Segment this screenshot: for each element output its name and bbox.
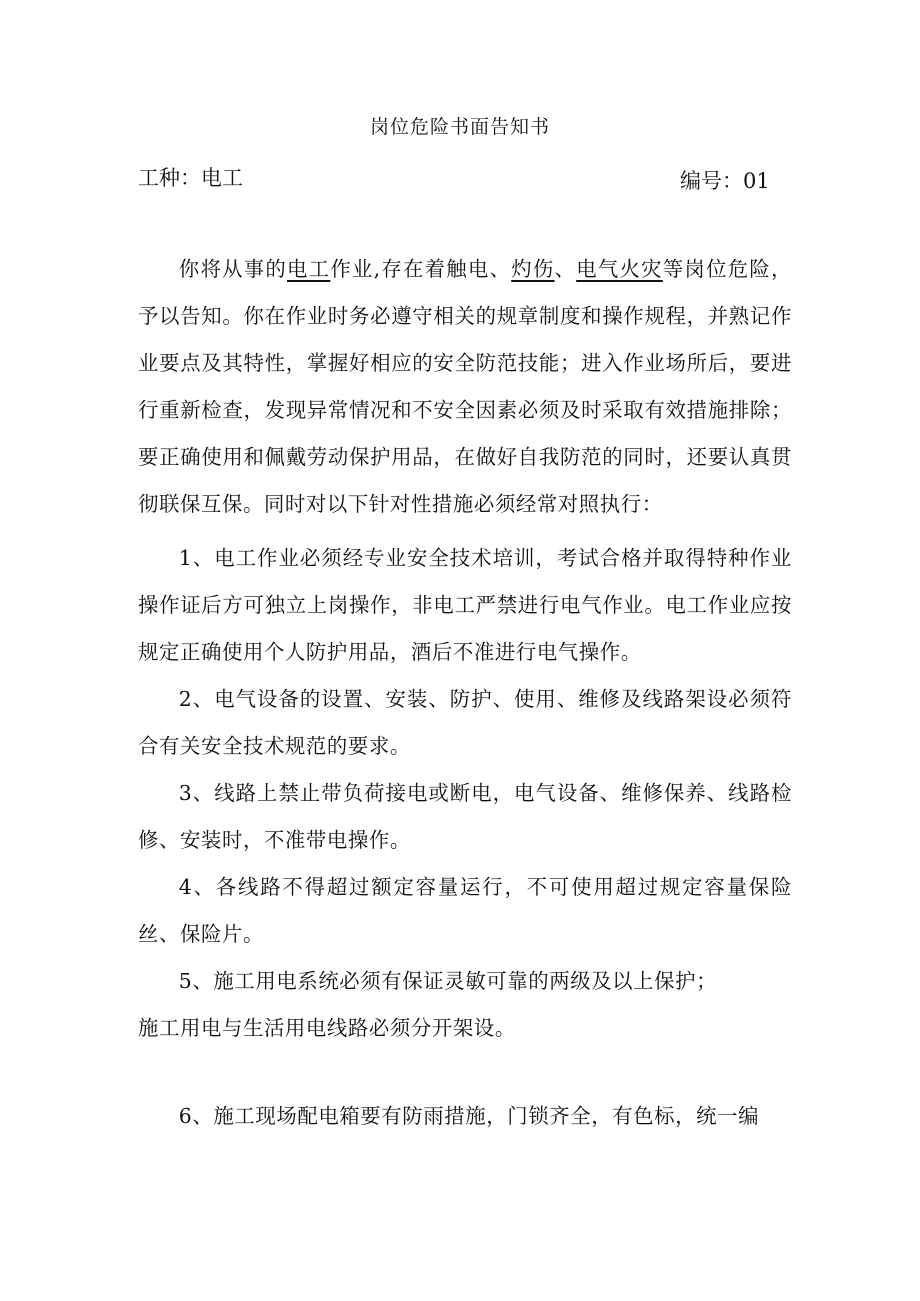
- intro-mid: 作业,存在着触电、: [330, 257, 512, 281]
- measure-list-1: [138, 535, 792, 1052]
- measure-list-2: [138, 1093, 792, 1140]
- hazard-burn: 灼伤: [511, 257, 555, 281]
- intro-rest: 等岗位危险，予以告知。你在作业时务必遵守相关的规章制度和操作规程，并熟记作业要点及其特性，掌握好相应的安全防范技能；进入作业场所后，要进行重新检查，发现异常情况和不安全因素必须及时采取有效措施排除；要正确使用和佩戴劳动保护用品，在做好自我防范的同时，还要认真贯彻联保互保。同时对以下针对性措施必须经常对照执行：: [138, 257, 793, 516]
- measure-item-5-cont: 施工用电与生活用电线路必须分开架设。: [138, 1016, 516, 1040]
- hazard-fire: 电气火灾: [576, 257, 663, 281]
- intro-sep: 、: [554, 257, 577, 281]
- job-type-label: 工种：电工: [138, 166, 243, 190]
- measure-item-1: 1、电工作业必须经专业安全技术培训，考试合格并取得特种作业操作证后方可独立上岗操作，非电工严禁进行电气作业。电工作业应按规定正确使用个人防护用品，酒后不准进行电气操作。: [138, 546, 792, 664]
- intro-paragraph: [138, 246, 792, 528]
- document-number: 编号：01: [680, 169, 770, 193]
- measure-item-6: 6、施工现场配电箱要有防雨措施，门锁齐全，有色标，统一编: [178, 1104, 760, 1128]
- document-title: 岗位危险书面告知书: [369, 116, 550, 138]
- measure-item-2: 2、电气设备的设置、安装、防护、使用、维修及线路架设必须符合有关安全技术规范的要求。: [138, 687, 792, 758]
- job-underlined: 电工: [287, 257, 331, 281]
- measure-item-3: 3、线路上禁止带负荷接电或断电，电气设备、维修保养、线路检修、安装时，不准带电操作。: [138, 781, 792, 852]
- measure-item-4: 4、各线路不得超过额定容量运行，不可使用超过规定容量保险丝、保险片。: [138, 875, 792, 946]
- measure-item-5: 5、施工用电系统必须有保证灵敏可靠的两级及以上保护；: [178, 969, 718, 993]
- document-body: [138, 246, 792, 528]
- intro-lead: 你将从事的: [178, 257, 288, 281]
